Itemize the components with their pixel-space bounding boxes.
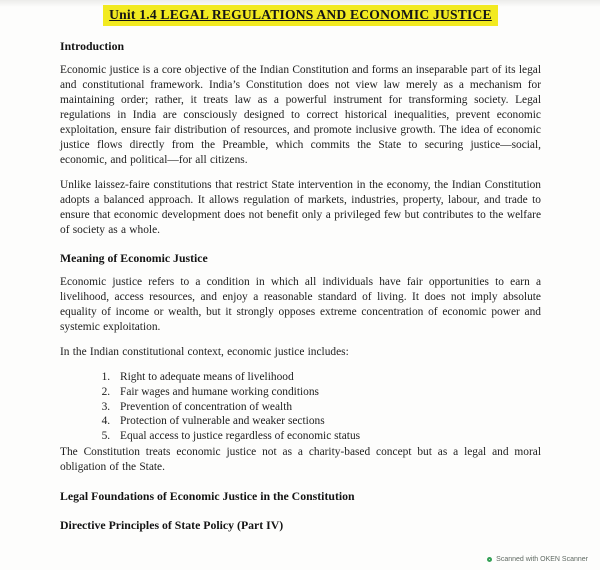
scanner-watermark [487,556,588,563]
heading-directive-principles: Directive Principles of State Policy (Part IV) [60,517,284,532]
list-item: 5. Equal access to justice regardless of economic status [113,429,541,444]
list-item: 2. Fair wages and humane working conditions [113,385,541,400]
heading-introduction: Introduction [60,39,125,53]
paragraph-intro-1: Economic justice is a core objective of the Indian Constitution and forms an inseparable part of its legal and constitutional framework. India’s Constitution does not view law merely as a mechanism for maintaining order; rather, it treats law as a powerful instrument for transforming society. Legal regulations in India are consciously designed to correct historical inequalities, prevent economic exploitation, ensure fair distribution of resources, and promote inclusive growth. The idea of economic justice flows directly from the Preamble, which commits the State to securing justice—social, economic, and political—for all citizens. [60,64,541,166]
oken-scanner-icon [487,557,492,562]
paragraph-intro-2: Unlike laissez-faire constitutions that restrict State intervention in the economy, the Indian Constitution adopts a balanced approach. It allows regulation of markets, industries, property, labour, and trade to ensure that economic development does not benefit only a privileged few but contributes to the welfare of society as a whole. [60,179,541,236]
paragraph-constitution-obligation: The Constitution treats economic justice not as a charity-based concept but as a legal and moral obligation of the State. [60,445,541,473]
scanner-watermark-label: Scanned with OKEN Scanner [496,556,588,563]
list-item: 4. Protection of vulnerable and weaker sections [113,414,541,429]
heading-legal-foundations: Legal Foundations of Economic Justice in the Constitution [60,488,355,503]
page-title: Unit 1.4 LEGAL REGULATIONS AND ECONOMIC JUSTICE [103,5,498,26]
list-item: 1. Right to adequate means of livelihood [113,370,541,385]
title-row [60,5,541,26]
economic-justice-list [60,370,541,444]
list-item: 3. Prevention of concentration of wealth [113,400,541,415]
paragraph-context-lead-in: In the Indian constitutional context, economic justice includes: [60,346,349,358]
heading-meaning-of-economic-justice: Meaning of Economic Justice [60,251,208,265]
paragraph-meaning-1: Economic justice refers to a condition in which all individuals have fair opportunities to earn a livelihood, access resources, and enjoy a reasonable standard of living. It does not imply absolute equality of income or wealth, but it strongly opposes extreme concentration of economic power and systemic exploitation. [60,276,541,333]
